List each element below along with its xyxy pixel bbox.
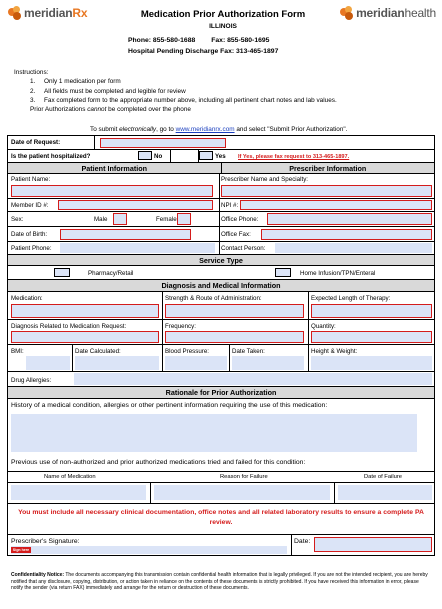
blood-pressure-field[interactable] [165,356,227,370]
member-id-field[interactable] [58,200,213,210]
bmi-label: BMI: [11,348,24,355]
col-med-name: Name of Medication [44,474,96,480]
office-phone-field[interactable] [267,213,432,225]
phone-note: Prior Authorizations cannot be completed over the phone [30,106,191,114]
instructions-heading: Instructions: [14,69,49,76]
hospitalized-row [8,150,434,163]
expected-length-label: Expected Length of Therapy: [311,295,391,302]
quantity-field[interactable] [311,331,432,343]
hospitalized-label: Is the patient hospitalized? [11,153,91,160]
strength-route-field[interactable] [165,304,304,318]
male-checkbox[interactable] [113,213,127,225]
contact-numbers [128,35,278,57]
contact-person-field[interactable] [275,243,432,253]
prior-auth-form [7,135,435,556]
npi-label: NPI #: [221,202,239,209]
expected-length-field[interactable] [311,304,432,318]
date-label: Date: [294,538,311,545]
meridianrx-logo: meridianRx [8,6,87,20]
date-calculated-field[interactable] [75,356,159,370]
home-infusion-label: Home Infusion/TPN/Enteral [300,270,376,277]
medication-row [8,292,434,320]
confidentiality-notice: Confidentiality Notice: The documents accompanying this transmission contain confidential health information that is legally privileged. If you are not the intended recipient, you are hereby notified that any disclosure, copying, distribution, or action taken in reliance on the contents of these documents is strictly prohibited. If you have received this information in error, please notify the sender (via return FAX) immediately and arrange for the return or destruction of these documents. [11,572,428,592]
meridianrx-link[interactable]: www.meridianrx.com [175,126,235,133]
dob-label: Date of Birth: [11,231,48,238]
npi-field[interactable] [240,200,432,210]
signature-date-field[interactable] [314,537,432,552]
name-row [8,174,434,199]
patient-name-field[interactable] [11,185,213,197]
meridian-mark-icon [340,6,354,20]
instruction-item: 3. Fax completed form to the appropriate number above, including all pertinent chart notes and lab values. [30,96,337,104]
office-phone-label: Office Phone: [221,216,259,223]
dob-row [8,227,434,242]
prescriber-name-field[interactable] [221,185,432,197]
meridian-mark-icon [8,6,22,20]
fax-number: Fax: 855-580-1695 [211,37,270,44]
date-calculated-label: Date Calculated: [75,348,121,355]
diagnosis-row [8,320,434,345]
info-section-headers [8,163,434,174]
drug-allergies-label: Drug Allergies: [11,377,52,384]
col-reason: Reason for Failure [220,474,268,480]
previous-date-field[interactable] [338,485,432,500]
pharmacy-retail-checkbox[interactable] [54,268,70,277]
col-date: Date of Failure [364,474,403,480]
height-weight-label: Height & Weight: [311,348,358,355]
frequency-label: Frequency: [165,323,196,330]
home-infusion-checkbox[interactable] [275,268,291,277]
form-header [0,0,442,66]
diag-med-info-heading: Diagnosis and Medical Information [8,280,434,292]
history-field[interactable] [11,414,417,452]
patient-phone-field[interactable] [60,243,215,253]
instruction-item: 2. All fields must be completed and legible for review [30,87,186,95]
history-prompt: History of a medical condition, allergies or other pertinent information requiring the use of this medication: [11,402,328,409]
patient-info-heading: Patient Information [8,163,222,173]
height-weight-field[interactable] [311,356,432,370]
quantity-label: Quantity: [311,323,336,330]
female-label: Female [156,216,177,223]
drug-allergies-row [8,372,434,387]
date-of-request-row [8,136,434,150]
meridianhealth-logo: meridianhealth [340,6,436,20]
submit-electronically-line: To submit electronically, go to www.meridianrx.com and select "Submit Prior Authorization". [90,126,348,133]
form-title: Medication Prior Authorization Form [140,9,306,20]
instruction-item: 1. Only 1 medication per form [30,78,121,86]
drug-allergies-field[interactable] [74,373,432,385]
sex-label: Sex: [11,216,24,223]
prescriber-info-heading: Prescriber Information [222,163,435,173]
hospitalized-no-checkbox[interactable] [138,151,152,160]
patient-phone-label: Patient Phone: [11,245,52,252]
patient-phone-row [8,242,434,255]
signature-row [8,535,434,555]
hospitalized-yes-checkbox[interactable] [199,151,213,160]
service-type-row [8,266,434,280]
pharmacy-retail-label: Pharmacy/Retail [88,270,134,277]
diagnosis-field[interactable] [11,331,159,343]
state-label: ILLINOIS [209,23,237,30]
sign-here-flag: Sign here [12,548,30,552]
phone-number: Phone: 855-580-1688 [128,37,196,44]
sex-row [8,212,434,227]
date-taken-label: Date Taken: [232,348,265,355]
dob-field[interactable] [60,229,191,240]
date-taken-field[interactable] [232,356,304,370]
instructions [14,68,337,114]
yes-label: Yes [215,153,226,160]
bmi-field[interactable] [26,356,70,370]
rationale-body [8,399,434,535]
previous-use-prompt: Previous use of non-authorized and prior authorized medications tried and failed for this condition: [11,459,306,466]
blood-pressure-label: Blood Pressure: [165,348,210,355]
member-id-label: Member ID #: [11,202,49,209]
service-type-heading: Service Type [8,255,434,266]
medication-field[interactable] [11,304,159,318]
discharge-fax: Hospital Pending Discharge Fax: 313-465-1897 [128,48,279,55]
no-label: No [154,153,163,160]
office-fax-label: Office Fax: [221,231,251,238]
strength-route-label: Strength & Route of Administration: [165,295,262,302]
female-checkbox[interactable] [177,213,191,225]
previous-reason-field[interactable] [154,485,330,500]
prescriber-name-label: Prescriber Name and Specialty: [221,176,309,183]
frequency-field[interactable] [165,331,304,343]
medication-label: Medication: [11,295,43,302]
member-id-row [8,199,434,212]
patient-name-label: Patient Name: [11,176,51,183]
prescriber-signature-label: Prescriber's Signature: [11,538,80,545]
previous-med-name-field[interactable] [11,485,146,500]
male-label: Male [94,216,108,223]
vitals-row [8,345,434,372]
date-of-request-label: Date of Request: [11,139,61,146]
contact-person-label: Contact Person: [221,245,266,252]
date-of-request-field[interactable] [100,138,226,148]
yes-fax-note: If Yes, please fax request to 313-465-1897. [238,154,350,160]
diagnosis-label: Diagnosis Related to Medication Request: [11,323,127,330]
rationale-heading: Rationale for Prior Authorization [8,387,434,399]
office-fax-field[interactable] [261,229,432,240]
prescriber-signature-field[interactable] [11,546,287,554]
documentation-warning: You must include all necessary clinical documentation, office notes and all related laboratory results to ensure a complete PA review. [18,509,424,526]
